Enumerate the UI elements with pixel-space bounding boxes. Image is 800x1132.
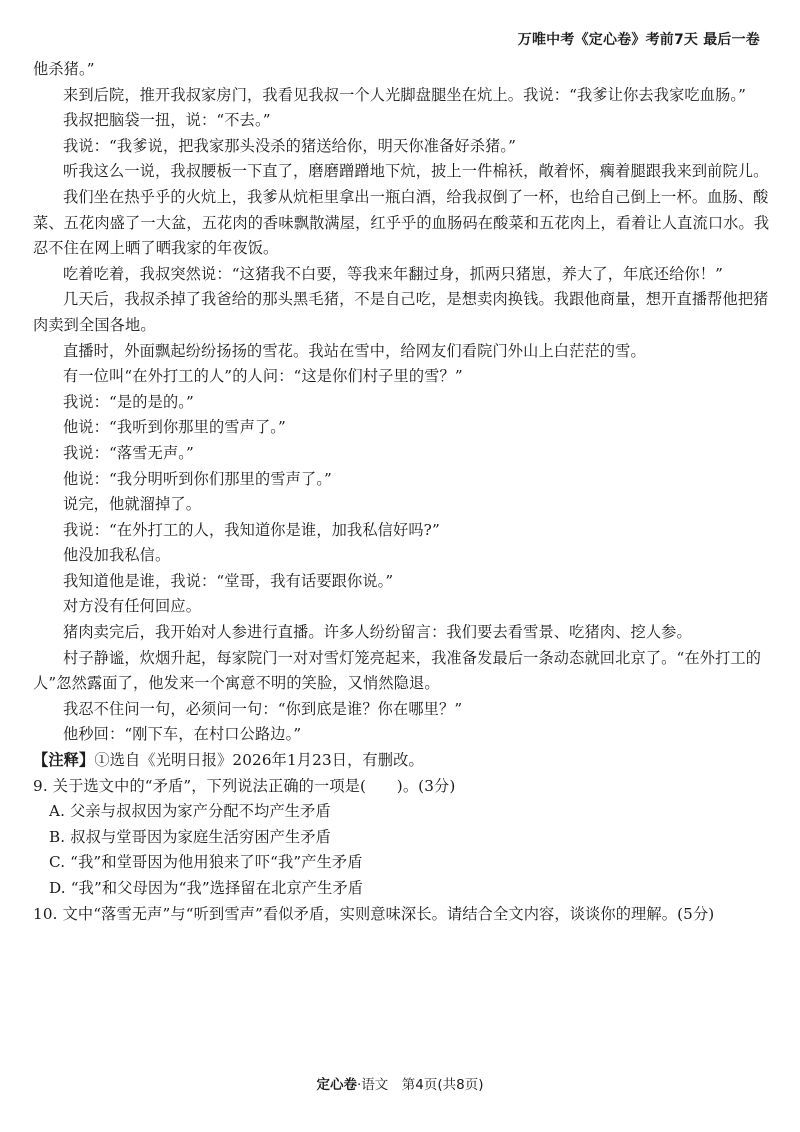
story-paragraph: 听我这么一说，我叔腰板一下直了，磨磨蹭蹭地下炕，披上一件棉袄，敞着怀，瘸着腿跟我来到前院儿。 xyxy=(63,162,769,181)
story-paragraph: 我说：“是的是的。” xyxy=(63,392,194,411)
story-paragraph: 他没加我私信。 xyxy=(63,546,171,565)
story-paragraph: 几天后，我叔杀掉了我爸给的那头黑毛猪，不是自己吃，是想卖肉换钱。我跟他商量，想开直播帮他把猪肉卖到全国各地。 xyxy=(33,290,769,334)
note-tag: 【注释】 xyxy=(33,751,95,770)
story-paragraph: 他说：“我听到你那里的雪声了。” xyxy=(63,418,286,437)
story-paragraph: 对方没有任何回应。 xyxy=(63,597,202,616)
footer-brand: 定心卷 xyxy=(316,1077,357,1093)
story-paragraph: 他杀猪。” xyxy=(33,60,95,78)
footer-page-number: ·语文 第4页(共8页) xyxy=(356,1077,484,1093)
page-content xyxy=(33,57,775,927)
story-paragraph: 我说：“落雪无声。” xyxy=(63,443,194,462)
note-text: ①选自《光明日报》2026年1月23日，有删改。 xyxy=(94,751,424,770)
option-a: A. 父亲与叔叔因为家产分配不均产生矛盾 xyxy=(49,802,331,821)
question-10 xyxy=(33,902,775,928)
question-stem: 10. 文中“落雪无声”与“听到雪声”看似矛盾，实则意味深长。请结合全文内容，谈谈你的理解。(5分) xyxy=(33,904,715,923)
story-paragraph: 他秒回：“刚下车，在村口公路边。” xyxy=(63,725,302,744)
page-header: 万唯中考《定心卷》考前7天 最后一卷 xyxy=(517,32,760,48)
question-stem: 9. 关于选文中的“矛盾”，下列说法正确的一项是( )。(3分) xyxy=(33,776,456,795)
story-paragraph: 他说：“我分明听到你们那里的雪声了。” xyxy=(63,469,332,488)
option-d: D. “我”和父母因为“我”选择留在北京产生矛盾 xyxy=(49,879,364,897)
story-paragraph: 我说：“在外打工的人，我知道你是谁，加我私信好吗?” xyxy=(63,520,440,539)
story-paragraph: 直播时，外面飘起纷纷扬扬的雪花。我站在雪中，给网友们看院门外山上白茫茫的雪。 xyxy=(63,341,646,360)
story-paragraph: 我们坐在热乎乎的火炕上，我爹从炕柜里拿出一瓶白酒，给我叔倒了一杯，也给自己倒上一杯。血肠、酸菜、五花肉盛了一大盆，五花肉的香味飘散满屋，红乎乎的血肠码在酸菜和五花肉上，看着让人直流口水。我忍不住在网上晒了晒我家的年夜饭。 xyxy=(33,187,770,258)
page-footer xyxy=(0,1073,800,1093)
option-b: B. 叔叔与堂哥因为家庭生活穷困产生矛盾 xyxy=(49,827,332,846)
story-paragraph: 我叔把脑袋一扭，说：“不去。” xyxy=(63,111,271,130)
option-c: C. “我”和堂哥因为他用狼来了吓“我”产生矛盾 xyxy=(49,853,363,872)
source-note xyxy=(33,748,775,774)
story-paragraph: 村子静谧，炊烟升起，每家院门一对对雪灯笼亮起来，我准备发最后一条动态就回北京了。“在外打工的人”忽然露面了，他发来一个寓意不明的笑脸，又悄然隐退。 xyxy=(33,648,762,693)
story-text xyxy=(33,57,775,748)
story-paragraph: 我忍不住问一句，必须问一句：“你到底是谁？你在哪里？” xyxy=(63,699,463,718)
story-paragraph: 我说：“我爹说，把我家那头没杀的猪送给你，明天你准备好杀猪。” xyxy=(63,136,517,155)
story-paragraph: 猪肉卖完后，我开始对人参进行直播。许多人纷纷留言：我们要去看雪景、吃猪肉、挖人参。 xyxy=(63,623,692,642)
story-paragraph: 说完，他就溜掉了。 xyxy=(63,495,202,514)
question-9 xyxy=(33,774,775,902)
story-paragraph: 有一位叫“在外打工的人”的人问：“这是你们村子里的雪？” xyxy=(63,367,463,386)
story-paragraph: 我知道他是谁，我说：“堂哥，我有话要跟你说。” xyxy=(63,571,394,590)
story-paragraph: 来到后院，推开我叔家房门，我看见我叔一个人光脚盘腿坐在炕上。我说：“我爹让你去我家吃血肠。” xyxy=(63,85,747,104)
story-paragraph: 吃着吃着，我叔突然说：“这猪我不白要，等我来年翻过身，抓两只猪崽，养大了，年底还给你！” xyxy=(63,264,724,283)
